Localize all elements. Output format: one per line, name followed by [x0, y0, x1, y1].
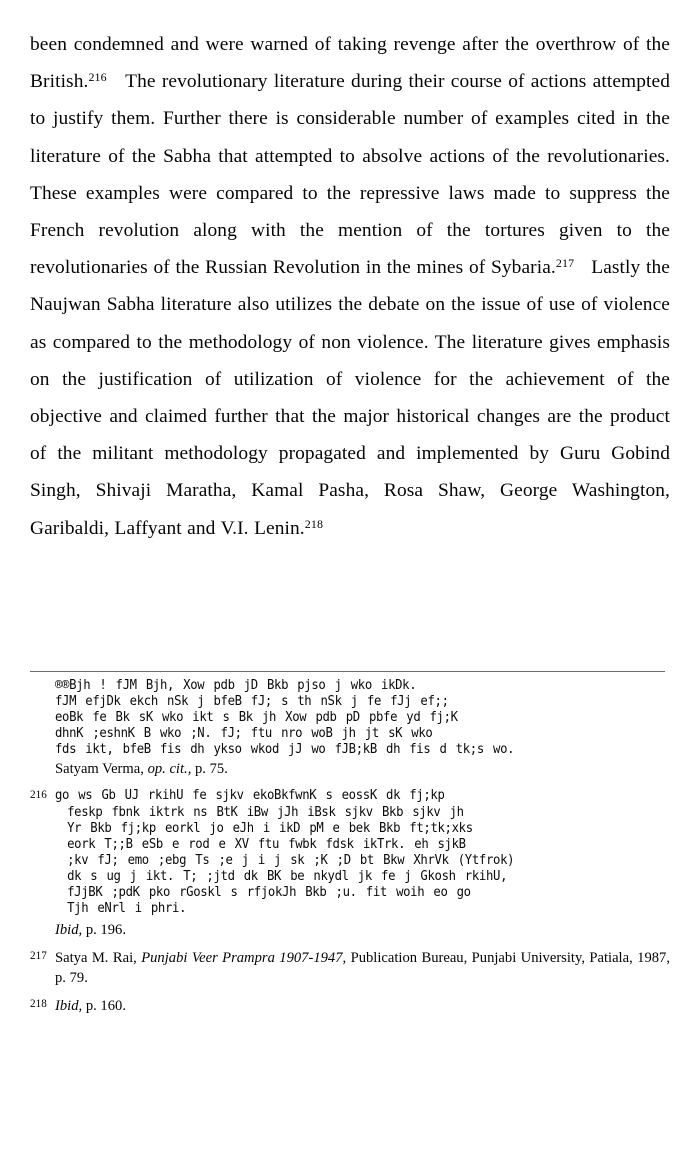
ibid-page: p. 196. — [85, 922, 126, 939]
indic-line: eoBk fe Bk sK wko ikt s Bk jh Xow pdb pD pbfe yd fj;K — [55, 710, 458, 726]
indic-line: feskp fbnk iktrk ns BtK iBw jJh iBsk sjkv Bkb sjkv jh — [67, 804, 464, 820]
footnote-216 — [30, 788, 670, 940]
footnote-216-indic-block — [55, 788, 670, 917]
citation-page: p. 75. — [195, 761, 228, 778]
body-segment-2: The revolutionary literature during their course of actions attempted to justify them. Further there is considerable number of examples cited in the literature of the Sabha that attempted to absolve actions of the revolutionaries. These examples were compared to the repressive laws made to suppress the French revolution along with the mention of the tortures given to the revolutionaries of the Russian Revolution in the mines of Sybaria. — [30, 71, 670, 279]
indic-line: Yr Bkb fj;kp eorkl jo eJh i ikD pM e bek Bkb ft;tk;xks — [67, 820, 473, 836]
indic-line: eork T;;B eSb e rod e XV ftu fwbk fdsk ikTrk. eh sjkB — [67, 836, 466, 852]
indic-line: fJM efjDk ekch nSk j bfeB fJ; s th nSk j fe fJj ef;; — [55, 694, 449, 710]
footnote-number-217: 217 — [30, 950, 47, 963]
citation-title: Punjabi Veer Prampra 1907-1947, — [141, 950, 347, 967]
citation-author: Satyam Verma, — [55, 761, 144, 778]
footnote-separator-rule — [30, 671, 665, 672]
footnote-citation-satyam-verma — [55, 760, 670, 779]
main-paragraph — [30, 26, 670, 547]
footnote-ref-216[interactable]: 216 — [88, 69, 107, 84]
indic-line: Tjh eNrl i phri. — [67, 901, 187, 917]
footnote-216-ibid — [55, 921, 670, 940]
body-segment-3: Lastly the Naujwan Sabha literature also utilizes the debate on the issue of use of violence as compared to the methodology of non violence. The literature gives emphasis on the justification of utilization of violence for the achievement of the objective and claimed further that the major historical changes are the product of the militant methodology propagated and implemented by Guru Gobind Singh, Shivaji Maratha, Kamal Pasha, Rosa Shaw, George Washington, Garibaldi, Laffyant and V.I. Lenin. — [30, 257, 670, 539]
indic-line: ;kv fJ; emo ;ebg Ts ;e j i j sk ;K ;D bt Bkw XhrVk (Ytfrok) — [67, 852, 515, 868]
footnote-ref-217[interactable]: 217 — [555, 255, 575, 270]
footnote-217-text — [55, 949, 670, 988]
footnote-217 — [30, 949, 670, 988]
body-segment-1: been condemned and were warned of taking revenge after the overthrow of the British. — [30, 34, 670, 93]
citation-publisher: Publication Bureau, Punjabi University, Patiala, 1987, p. 79. — [55, 950, 670, 986]
footnote-ref-218[interactable]: 218 — [304, 516, 324, 531]
footnotes-section — [30, 678, 670, 1017]
indic-line: dk s ug j ikt. T; ;jtd dk BK be nkydl jk fe j Gkosh rkihU, — [67, 868, 508, 884]
footnote-218-text — [55, 997, 670, 1017]
footnote-number-218: 218 — [30, 998, 47, 1011]
ibid-page: p. 160. — [85, 998, 126, 1015]
indic-line: go ws Gb UJ rkihU fe sjkv ekoBkfwnK s eossK dk fj;kp — [55, 788, 445, 804]
footnote-number-216: 216 — [30, 789, 47, 802]
indic-line: fJjBK ;pdK pko rGoskl s rfjokJh Bkb ;u. fit woih eo go — [67, 885, 471, 901]
indic-line: fds ikt, bfeB fis dh ykso wkod jJ wo fJB;kB dh fis d tk;s wo. — [55, 742, 515, 758]
sentence-gap — [107, 71, 125, 92]
footnote-quote-indic-block — [55, 678, 670, 758]
sentence-gap — [574, 257, 591, 278]
citation-opcit: op. cit., — [147, 761, 192, 778]
ibid-italic: Ibid, — [55, 922, 83, 939]
body-text-block — [30, 26, 670, 547]
indic-line: dhnK ;eshnK B wko ;N. fJ; ftu nro woB jh jt sK wko — [55, 726, 433, 742]
ibid-italic: Ibid, — [55, 998, 83, 1015]
indic-line: ®®Bjh ! fJM Bjh, Xow pdb jD Bkb pjso j wko ikDk. — [55, 678, 417, 693]
footnote-continued-quote — [30, 678, 670, 779]
citation-author: Satya M. Rai, — [55, 950, 137, 967]
footnote-218 — [30, 997, 670, 1017]
